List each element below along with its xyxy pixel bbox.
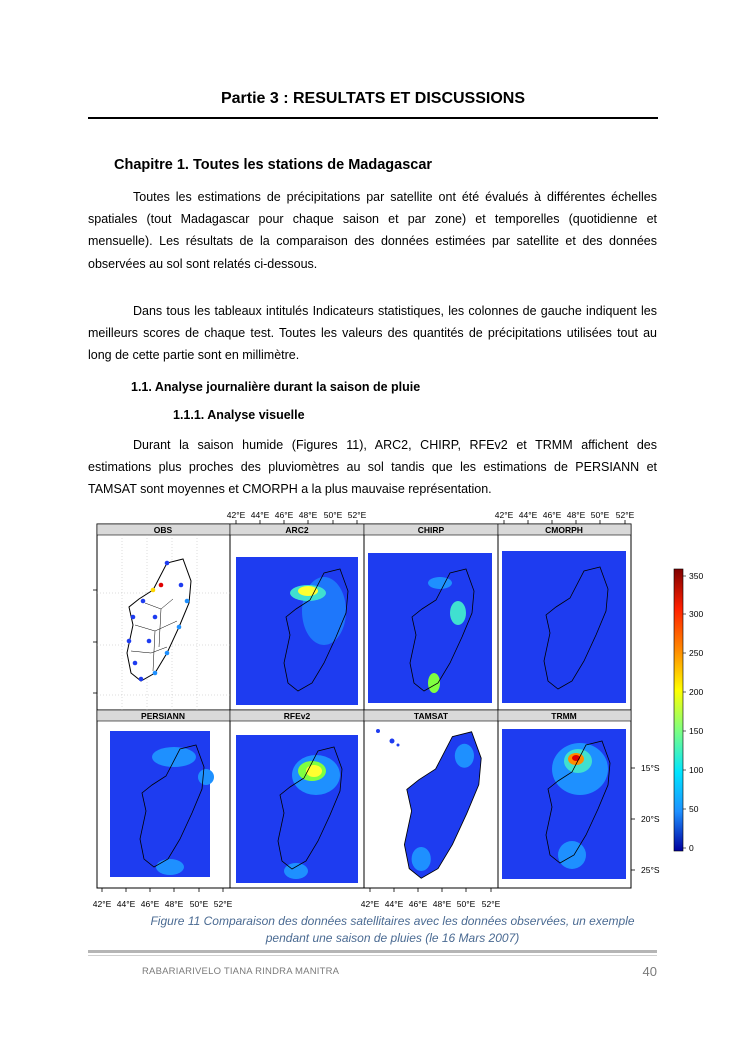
figure-11 (88, 505, 688, 915)
lon-tick: 48°E (164, 899, 184, 909)
lon-tick: 42°E (92, 899, 112, 909)
colorbar-tick: 350 (689, 571, 704, 581)
colorbar-tick: 100 (689, 765, 704, 775)
lon-tick: 44°E (250, 510, 270, 520)
page-number: 40 (642, 964, 657, 979)
panel-label: RFEv2 (283, 711, 311, 721)
colorbar-gradient (674, 569, 683, 851)
footer-rule (88, 950, 657, 953)
footer-rule-thin (88, 955, 657, 956)
lat-tick: 15°S (641, 763, 660, 773)
lon-tick: 52°E (615, 510, 635, 520)
lon-tick: 48°E (566, 510, 586, 520)
panel-persiann (110, 731, 214, 877)
figure-caption: Figure 11 Comparaison des données satellitaires avec les données observées, un exemple pendant une saison de pluies (le 16 Mars 2007) (150, 914, 635, 945)
lon-tick: 46°E (542, 510, 562, 520)
panel-label: OBS (153, 525, 173, 535)
lon-tick: 50°E (323, 510, 343, 520)
colorbar (668, 565, 713, 857)
part-title: Partie 3 : RESULTATS ET DISCUSSIONS (220, 90, 526, 107)
panel-label: TAMSAT (413, 711, 449, 721)
lon-tick: 50°E (189, 899, 209, 909)
lat-tick: 20°S (641, 814, 660, 824)
lon-tick: 46°E (408, 899, 428, 909)
lon-axis-bottom-1 (93, 899, 233, 909)
lon-tick: 52°E (213, 899, 233, 909)
colorbar-tick: 300 (689, 609, 704, 619)
lon-axis-top-1 (227, 510, 367, 520)
footer-author: RABARIARIVELO TIANA RINDRA MANITRA (142, 966, 340, 977)
colorbar-tick: 150 (689, 726, 704, 736)
chapter-title: Chapitre 1. Toutes les stations de Madagascar (114, 157, 433, 173)
title-rule (88, 117, 658, 119)
lon-tick: 42°E (226, 510, 246, 520)
panel-label: CMORPH (545, 525, 583, 535)
subsection-title: 1.1.1. Analyse visuelle (173, 408, 305, 422)
colorbar-tick: 200 (689, 687, 704, 697)
lon-tick: 44°E (518, 510, 538, 520)
panel-arc2 (236, 557, 358, 705)
lon-tick: 48°E (298, 510, 318, 520)
colorbar-tick: 0 (689, 843, 694, 853)
panel-trmm (502, 729, 626, 879)
panel-label: TRMM (551, 711, 577, 721)
lat-tick: 25°S (641, 865, 660, 875)
lon-tick: 46°E (140, 899, 160, 909)
panel-cmorph (502, 551, 626, 703)
lon-tick: 48°E (432, 899, 452, 909)
section-title: 1.1. Analyse journalière durant la saison de pluie (131, 380, 421, 394)
lat-axis-right (641, 763, 660, 875)
lon-tick: 46°E (274, 510, 294, 520)
paragraph-analysis: Durant la saison humide (Figures 11), ARC2, CHIRP, RFEv2 et TRMM affichent des estimations plus proches des pluviomètres au sol tandis que les estimations de PERSIANN et TAMSAT sont moyennes et CMORPH a la plus mauvaise représentation. (88, 438, 657, 497)
paragraph-intro: Toutes les estimations de précipitations par satellite ont été évalués à différentes échelles spatiales (tout Madagascar pour chaque saison et par zone) et temporelles (quotidienne et mensuelle). Les résultats de la comparaison des données estimées par satellite et des données observées au sol sont relatés ci-dessous. (88, 190, 657, 271)
colorbar-tick: 50 (689, 804, 699, 814)
panel-label: CHIRP (417, 525, 445, 535)
colorbar-tick: 250 (689, 648, 704, 658)
lon-tick: 44°E (116, 899, 136, 909)
paragraph-tables: Dans tous les tableaux intitulés Indicateurs statistiques, les colonnes de gauche indiquent les meilleurs scores de chaque test. Toutes les valeurs des quantités de précipitations utilisées tout au long de cette partie sont en millimètre. (88, 304, 657, 363)
lon-tick: 52°E (347, 510, 367, 520)
lon-tick: 52°E (481, 899, 501, 909)
lon-tick: 50°E (590, 510, 610, 520)
panel-chirp (368, 553, 492, 703)
panel-label: ARC2 (285, 525, 309, 535)
lon-tick: 44°E (384, 899, 404, 909)
lon-axis-bottom-2 (361, 899, 501, 909)
lon-tick: 50°E (456, 899, 476, 909)
panel-rfev2 (236, 735, 358, 883)
lon-tick: 42°E (360, 899, 380, 909)
lon-tick: 42°E (494, 510, 514, 520)
lon-axis-top-2 (495, 510, 635, 520)
panel-label: PERSIANN (141, 711, 185, 721)
